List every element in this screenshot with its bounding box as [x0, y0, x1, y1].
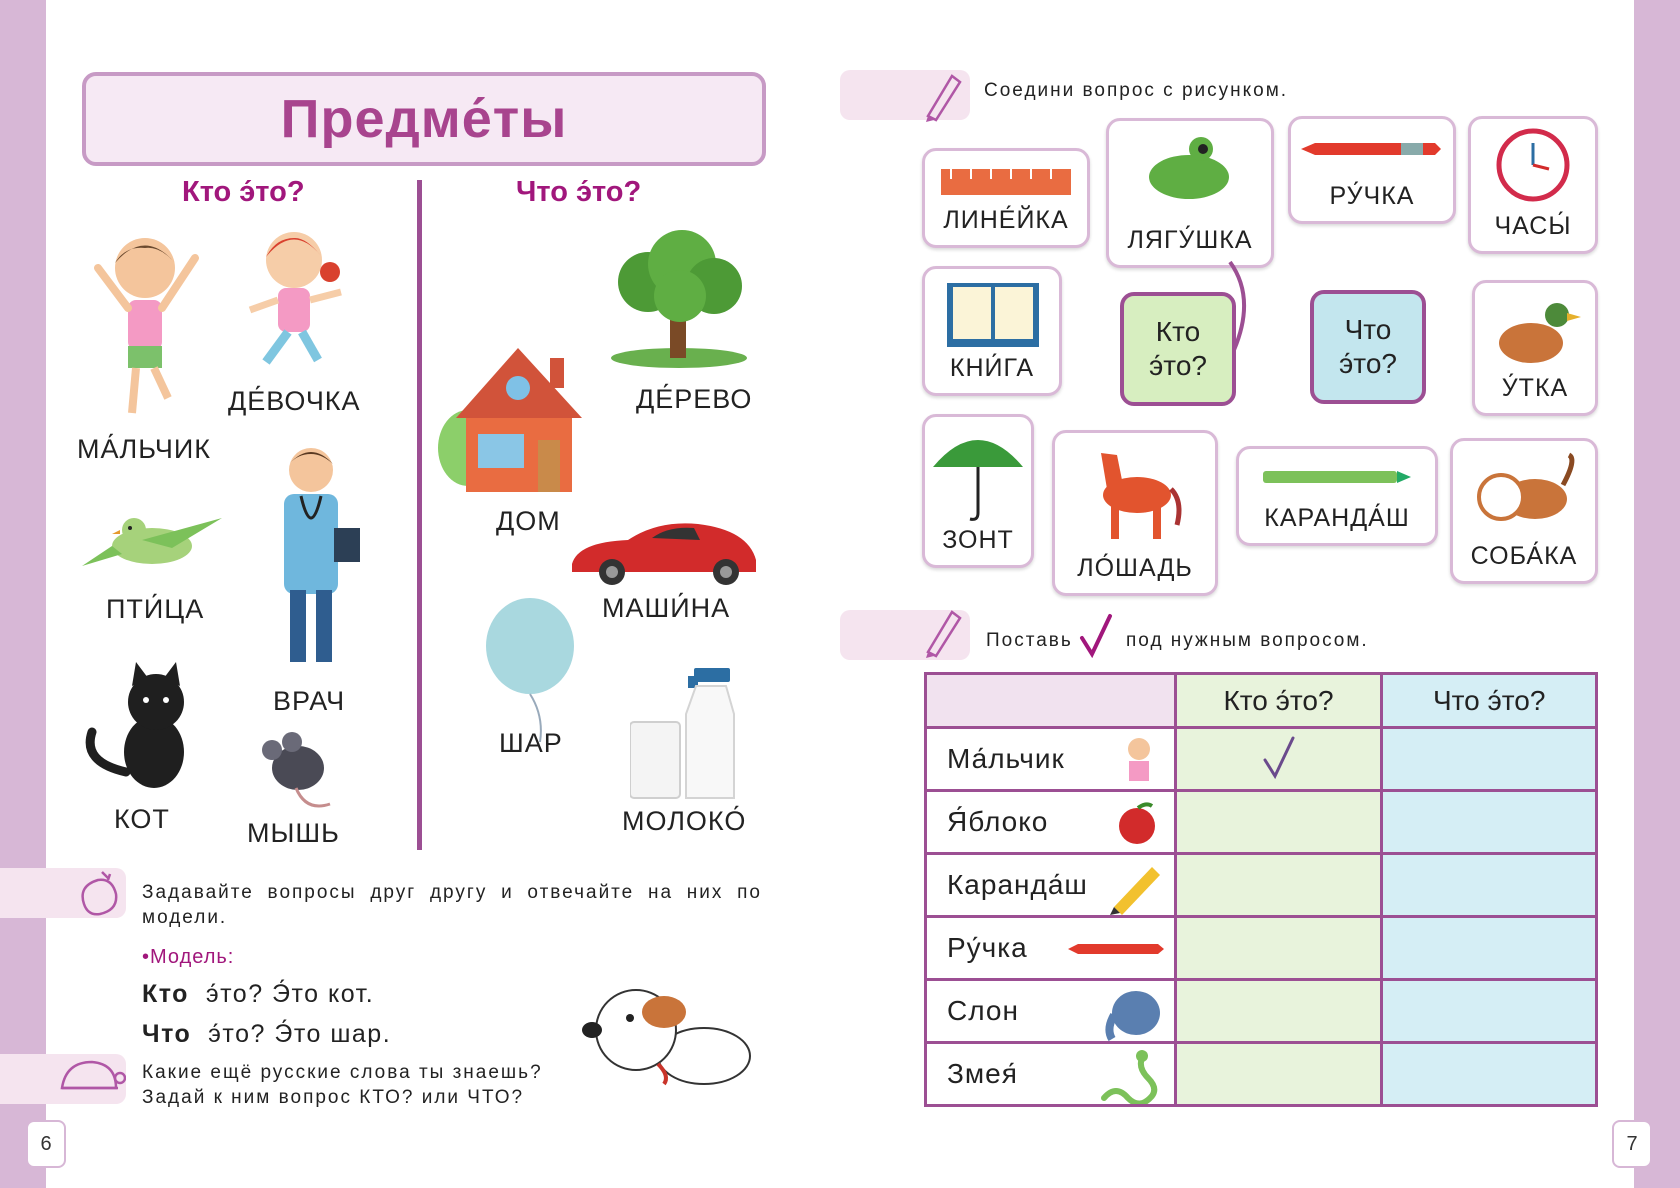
card-loshad[interactable] [1052, 430, 1218, 596]
q-chto-line1: Что [1344, 314, 1392, 345]
tree-illustration [604, 230, 754, 370]
cat-illustration [82, 662, 202, 792]
bird-illustration [82, 506, 232, 576]
task1-text: Соедини вопрос с рисунком. [984, 80, 1289, 101]
model-line-1 [142, 980, 374, 1009]
question-card-kto[interactable] [1120, 292, 1236, 406]
row-label-cell [926, 728, 1176, 791]
kto-answer-cell[interactable] [1175, 791, 1382, 854]
card-label-loshad: ЛО́ШАДЬ [1077, 554, 1193, 582]
boy-illustration [80, 228, 210, 428]
frog-icon [1143, 133, 1233, 203]
model-label-row: •Модель: [142, 946, 235, 968]
kto-column-header: Кто э́то? [182, 176, 305, 208]
word-derevo: ДЕ́РЕВО [636, 384, 753, 414]
instruction-text-2b: Задай к ним вопрос КТО? или ЧТО? [142, 1087, 525, 1108]
girl-illustration [236, 222, 356, 382]
word-devochka: ДЕ́ВОЧКА [228, 386, 361, 416]
row-label: Змея́ [947, 1058, 1018, 1089]
model-line-1-kto: Кто [142, 980, 189, 1008]
left-margin-bar [0, 0, 46, 1188]
checkmark-icon [1261, 734, 1297, 780]
row-label-cell [926, 791, 1176, 854]
connecting-line [1228, 258, 1258, 354]
instruction-text-1: Задавайте вопросы друг другу и отвечайте на них по модели. [142, 882, 762, 928]
model-line-1-rest: э́то? Э́то кот. [205, 980, 375, 1008]
pen-icon [1301, 137, 1443, 161]
pencil-green-icon [1263, 469, 1411, 485]
word-ptitsa: ПТИ́ЦА [106, 594, 205, 624]
kto-answer-cell[interactable] [1175, 1043, 1382, 1106]
model-line-2-rest: э́то? Э́то шар. [208, 1020, 392, 1048]
doctor-illustration [256, 440, 366, 670]
card-label-utka: У́ТКА [1501, 374, 1569, 402]
task2-text-before: Поставь [986, 630, 1073, 651]
card-lyagushka[interactable] [1106, 118, 1274, 268]
row-label-cell [926, 980, 1176, 1043]
table-row [926, 1043, 1597, 1106]
table-row [926, 917, 1597, 980]
card-kniga[interactable] [922, 266, 1062, 396]
word-mashina: МАШИ́НА [602, 593, 731, 623]
q-chto-line2: э́то? [1339, 348, 1397, 379]
chto-answer-cell[interactable] [1382, 854, 1597, 917]
word-moloko: МОЛОКО́ [622, 806, 747, 836]
page-number-left: 6 [26, 1120, 66, 1168]
card-lineyka[interactable] [922, 148, 1090, 248]
kto-answer-cell[interactable] [1175, 980, 1382, 1043]
table-row [926, 728, 1597, 791]
word-dom: ДОМ [496, 506, 561, 536]
task2-text-after: под нужным вопросом. [1126, 630, 1369, 651]
page-title-box [82, 72, 766, 166]
kto-answer-cell[interactable] [1175, 728, 1382, 791]
kto-answer-cell[interactable] [1175, 917, 1382, 980]
card-label-sobaka: СОБА́КА [1470, 542, 1578, 570]
balloon-illustration [484, 596, 584, 742]
word-malchik: МА́ЛЬЧИК [77, 434, 211, 464]
header-chto: Что э́то? [1382, 674, 1597, 728]
pencil-yellow-icon [1106, 859, 1164, 915]
q-kto-line1: Кто [1155, 316, 1201, 347]
house-illustration [438, 348, 590, 498]
row-label-cell [926, 854, 1176, 917]
card-label-zont: ЗОНТ [942, 526, 1014, 554]
table-row [926, 791, 1597, 854]
row-label-cell [926, 917, 1176, 980]
apple-icon [1114, 800, 1160, 846]
q-kto-line2: э́то? [1149, 350, 1207, 381]
row-label: Ру́чка [947, 932, 1028, 963]
card-label-karandash: КАРАНДА́Ш [1264, 504, 1410, 532]
question-card-chto[interactable] [1310, 290, 1426, 404]
card-label-lineyka: ЛИНЕ́ЙКА [943, 206, 1069, 234]
card-karandash[interactable] [1236, 446, 1438, 546]
card-sobaka[interactable] [1450, 438, 1598, 584]
table-row [926, 854, 1597, 917]
book-icon [947, 283, 1039, 347]
row-label: Я́блоко [947, 806, 1049, 837]
mouse-illustration [256, 728, 336, 816]
pencil-icon [918, 606, 964, 658]
pencil-icon [918, 70, 964, 122]
card-label-kniga: КНИ́ГА [949, 354, 1035, 382]
ruler-icon [941, 169, 1071, 195]
instruction-text-2a: Какие ещё русские слова ты знаешь? [142, 1062, 543, 1083]
clock-icon [1495, 127, 1571, 203]
row-label-cell [926, 1043, 1176, 1106]
kto-answer-cell[interactable] [1175, 854, 1382, 917]
card-zont[interactable] [922, 414, 1034, 568]
chto-answer-cell[interactable] [1382, 728, 1597, 791]
card-label-chasy: ЧАСЫ́ [1494, 212, 1572, 240]
row-label: Ма́льчик [947, 743, 1065, 774]
word-kot: КОТ [114, 804, 170, 834]
turtle-outline-icon [52, 1052, 126, 1106]
page-title: Предме́ты [280, 89, 568, 149]
column-divider [417, 180, 422, 850]
chto-column-header: Что э́то? [516, 176, 642, 208]
card-utka[interactable] [1472, 280, 1598, 416]
row-label: Слон [947, 995, 1019, 1026]
pen-small-icon [1068, 940, 1164, 958]
right-margin-bar [1634, 0, 1680, 1188]
page-number-right: 7 [1612, 1120, 1652, 1168]
word-mysh: МЫШЬ [247, 818, 340, 848]
header-empty-cell [926, 674, 1176, 728]
umbrella-icon [931, 427, 1025, 523]
chto-answer-cell[interactable] [1382, 1043, 1597, 1106]
car-illustration [568, 520, 760, 586]
duck-icon [1495, 297, 1581, 367]
checkmark-icon [1078, 612, 1114, 658]
dog-illustration [574, 980, 764, 1100]
snake-icon [1098, 1048, 1164, 1104]
card-chasy[interactable] [1468, 116, 1598, 254]
model-line-2 [142, 1020, 391, 1049]
elephant-icon [1100, 985, 1164, 1041]
model-line-2-chto: Что [142, 1020, 192, 1048]
card-label-lyagushka: ЛЯГУ́ШКА [1127, 226, 1253, 254]
dog-card-icon [1473, 449, 1577, 531]
bird-outline-icon [72, 864, 124, 920]
word-shar: ШАР [499, 728, 563, 758]
row-label: Каранда́ш [947, 869, 1088, 900]
header-kto: Кто э́то? [1175, 674, 1382, 728]
chto-answer-cell[interactable] [1382, 791, 1597, 854]
table-row [926, 980, 1597, 1043]
card-ruchka[interactable] [1288, 116, 1456, 224]
word-vrach: ВРАЧ [273, 686, 346, 716]
chto-answer-cell[interactable] [1382, 917, 1597, 980]
chto-answer-cell[interactable] [1382, 980, 1597, 1043]
question-table [924, 672, 1598, 1107]
horse-icon [1083, 445, 1183, 541]
boy-small-icon [1114, 735, 1164, 785]
table-header-row [926, 674, 1597, 728]
model-label: Модель: [150, 946, 235, 968]
milk-illustration [630, 662, 746, 802]
card-label-ruchka: РУ́ЧКА [1329, 182, 1415, 210]
